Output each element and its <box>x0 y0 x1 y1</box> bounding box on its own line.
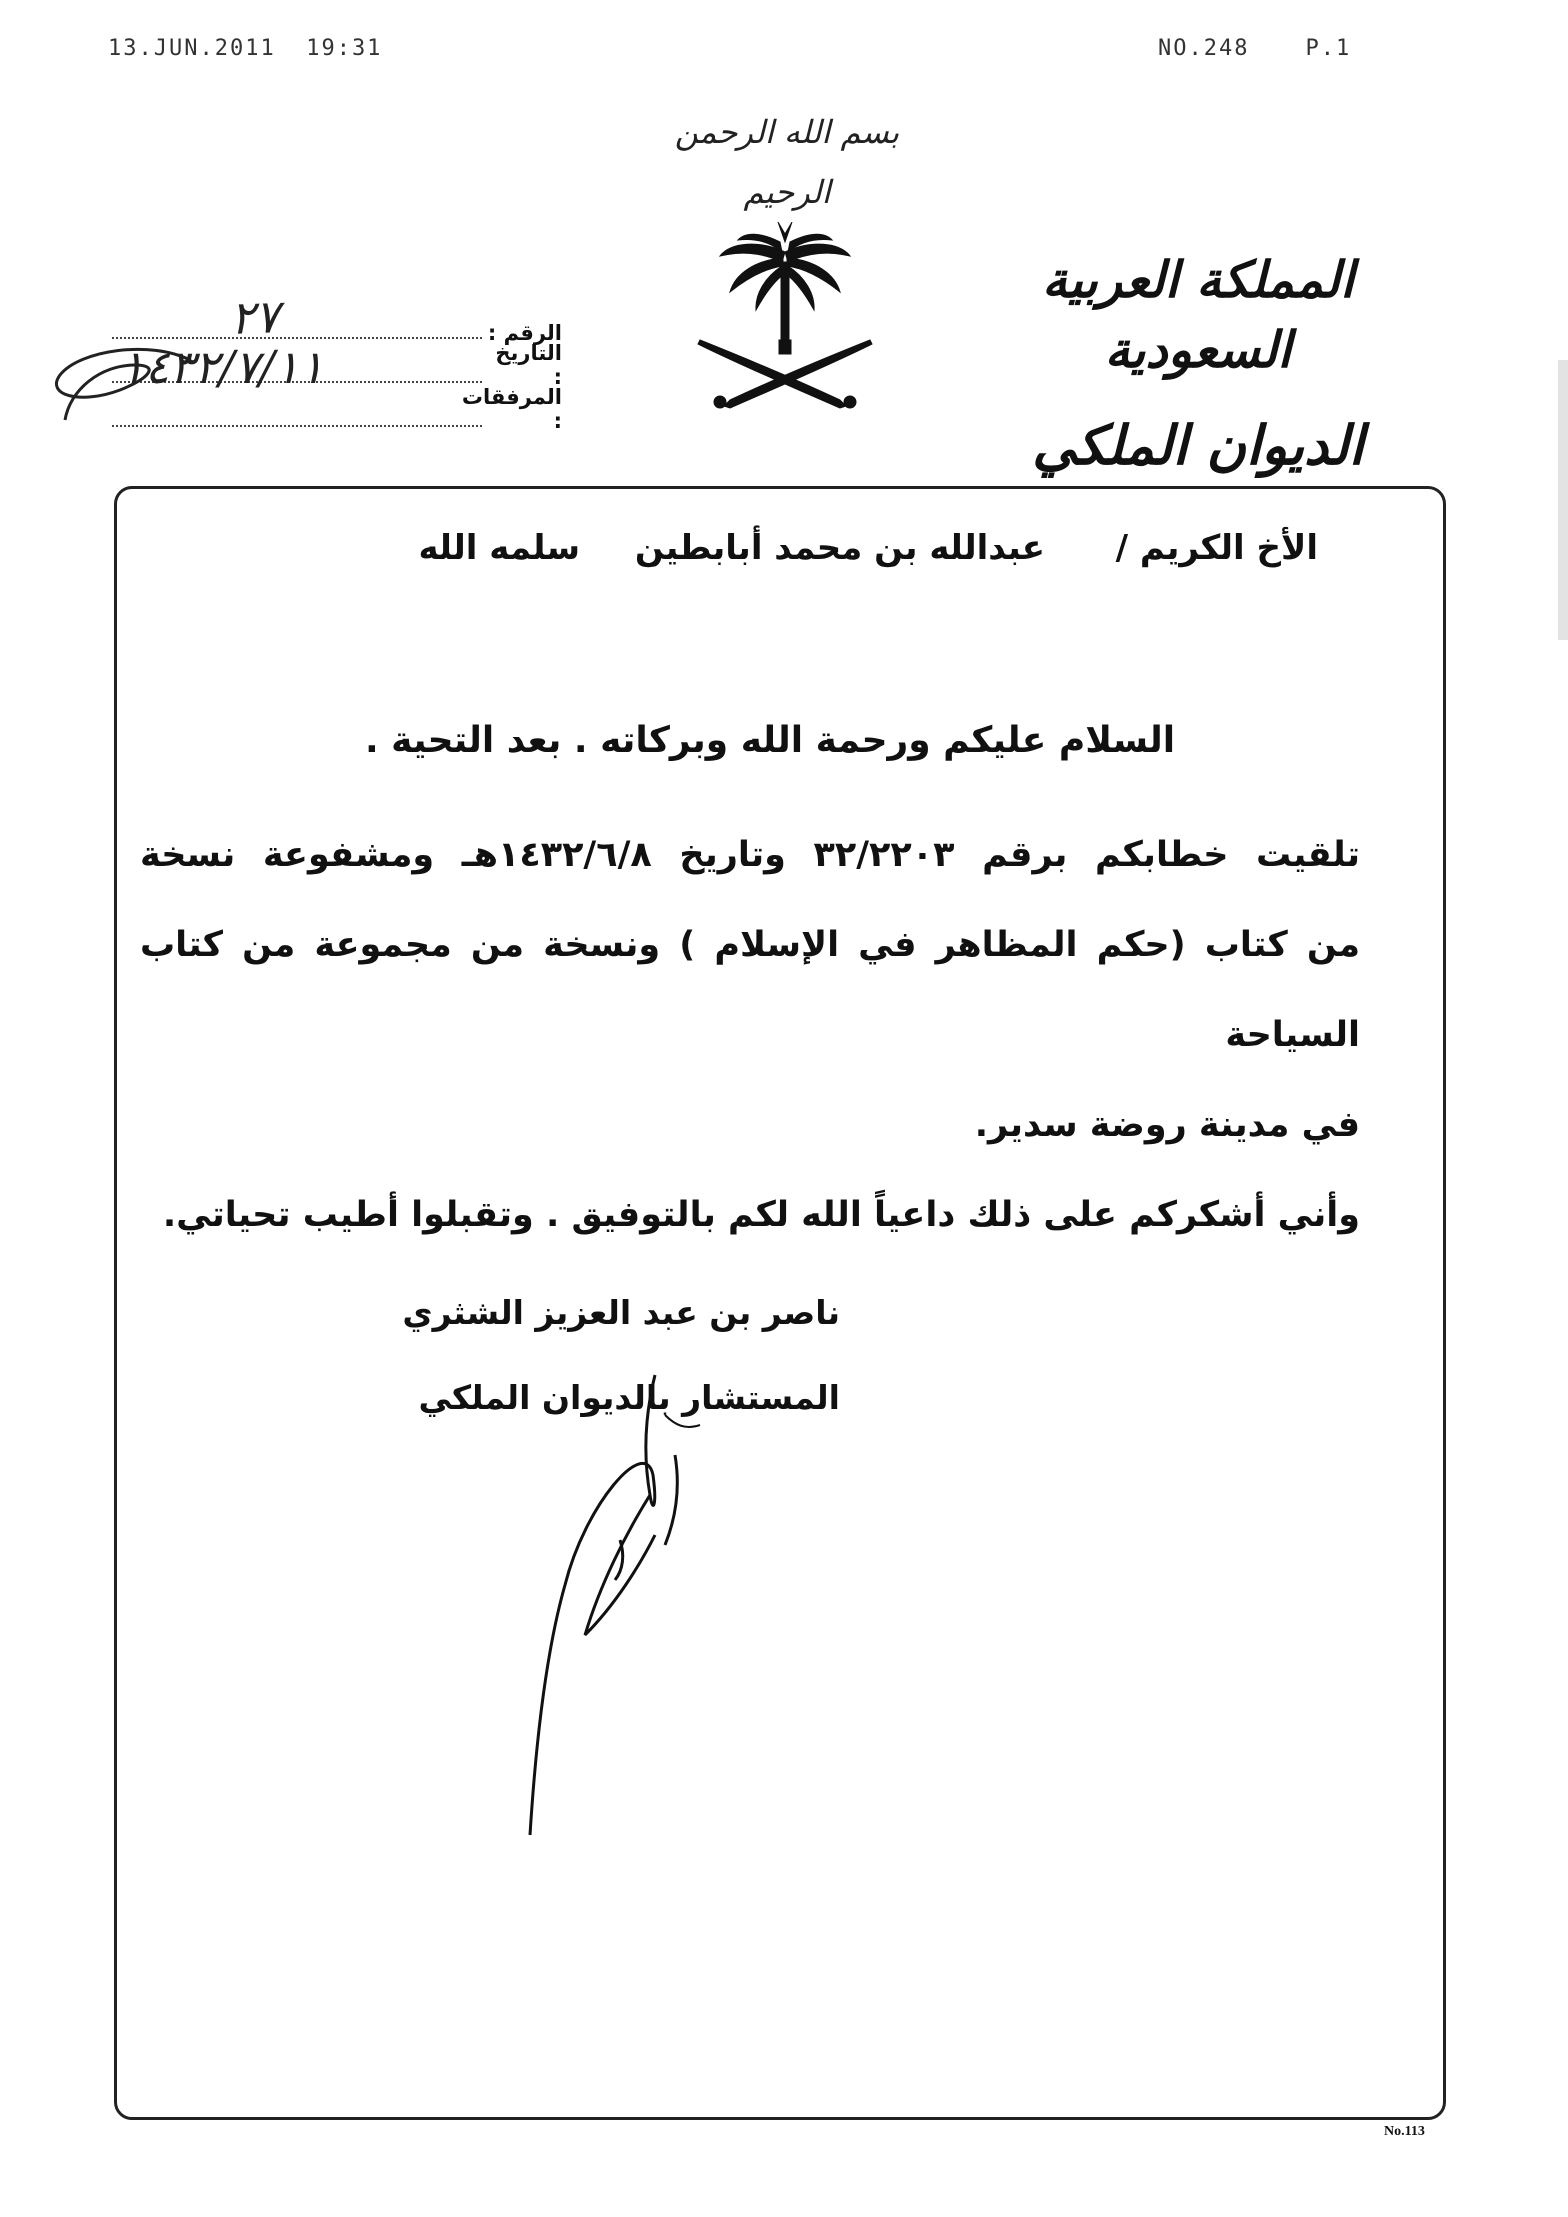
greeting: السلام عليكم ورحمة الله وبركاته . بعد التحية . <box>364 720 1176 761</box>
letterhead <box>988 245 1408 485</box>
addressee-salutation: سلمه الله <box>418 528 580 568</box>
signature-block <box>140 1270 1400 1440</box>
handwritten-date: ١٤٣٢/٧/١١ <box>120 340 324 394</box>
body-line-1: تلقيت خطابكم برقم ٣٢/٢٢٠٣ وتاريخ ١٤٣٢/٦/٨هـ ومشفوعة نسخة <box>140 835 1360 875</box>
fax-page: P.1 <box>1305 36 1352 61</box>
date-label: التاريخ : <box>495 341 562 389</box>
form-number: No.113 <box>1384 2124 1425 2139</box>
handwritten-loop-mark <box>40 320 200 430</box>
attachments-label: المرفقات : <box>461 385 562 433</box>
fax-header-datetime <box>108 36 382 61</box>
signatory-name: ناصر بن عبد العزيز الشثري <box>402 1293 840 1332</box>
addressee-title: الأخ الكريم / <box>1115 528 1318 568</box>
body-line-4: وأني أشكركم على ذلك داعياً الله لكم بالتوفيق . وتقبلوا أطيب تحياتي. <box>162 1195 1360 1235</box>
fax-header-page <box>1158 36 1351 61</box>
signatory-title: المستشار بالديوان الملكي <box>418 1378 840 1417</box>
scan-edge <box>1558 360 1568 640</box>
saudi-emblem-icon <box>690 222 880 422</box>
ref-label: الرقم : <box>487 321 562 345</box>
letterhead-kingdom: المملكة العربية السعودية <box>1042 250 1354 379</box>
fax-date: 13.JUN.2011 <box>108 36 276 61</box>
handwritten-ref-number: ٢٧ <box>229 289 281 345</box>
fax-number: NO.248 <box>1158 36 1250 61</box>
letter-body <box>140 810 1400 1260</box>
addressee-name: عبدالله بن محمد أبابطين <box>634 528 1045 568</box>
letterhead-royal-court: الديوان الملكي <box>1032 413 1364 477</box>
basmala: بسم الله الرحمن الرحيم <box>674 113 900 211</box>
body-line-3: في مدينة روضة سدير. <box>974 1105 1360 1145</box>
fax-time: 19:31 <box>306 36 383 61</box>
addressee-line <box>140 528 1400 578</box>
handwritten-signature <box>525 1355 745 1845</box>
body-line-2: من كتاب (حكم المظاهر في الإسلام ) ونسخة من مجموعة من كتاب السياحة <box>140 925 1360 1055</box>
